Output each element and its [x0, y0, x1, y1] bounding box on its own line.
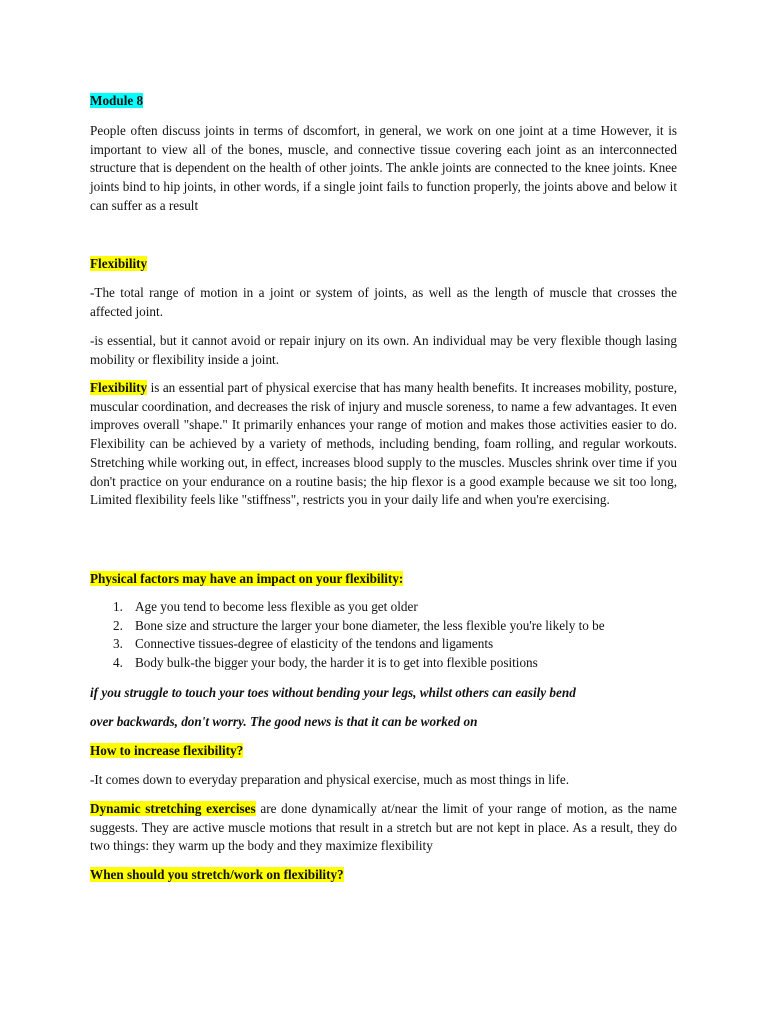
- factors-heading: Physical factors may have an impact on your flexibility:: [90, 571, 404, 586]
- dynamic-term: Dynamic stretching exercises: [90, 801, 256, 816]
- intro-paragraph: People often discuss joints in terms of dscomfort, in general, we work on one joint at a time However, it is important to view all of the bones, muscle, and connective tissue covering each joint as an interconnected structure that is dependent on the health of other joints. The ankle joints are connected to the knee joints. Knee joints bind to hip joints, in other words, if a single joint fails to function properly, the joints above and below it can suffer as a result: [90, 123, 677, 213]
- list-item: 4. Body bulk-the bigger your body, the harder it is to get into flexible positions: [113, 655, 538, 671]
- italic-line-2: over backwards, don't worry. The good news is that it can be worked on: [90, 714, 478, 729]
- dynamic-paragraph: Dynamic stretching exercises are done dynamically at/near the limit of your range of motion, as the name suggests. They are active muscle motions that result in a stretch but are not kept in place. As a result, they do two things: they warm up the body and they maximize flexibility: [90, 801, 678, 854]
- increase-line: -It comes down to everyday preparation and physical exercise, much as most things in life.: [90, 772, 570, 787]
- italic-line-1: if you struggle to touch your toes without bending your legs, whilst others can easily bend: [90, 685, 576, 700]
- factors-list: [90, 598, 725, 673]
- module-heading: Module 8: [90, 93, 144, 108]
- definition-line-1: -The total range of motion in a joint or system of joints, as well as the length of muscle that crosses the affected joint.: [90, 285, 677, 319]
- list-item: 3. Connective tissues-degree of elasticity of the tendons and ligaments: [113, 636, 494, 652]
- list-item: 1. Age you tend to become less flexible as you get older: [113, 599, 418, 614]
- list-item: 2. Bone size and structure the larger your bone diameter, the less flexible you're likely to be: [113, 617, 605, 633]
- flexibility-paragraph: Flexibility is an essential part of physical exercise that has many health benefits. It increases mobility, posture, muscular coordination, and decreases the risk of injury and muscle soreness, to name a few advantages. It even improves overall "shape." It primarily enhances your range of motion and makes those activities easier to do. Flexibility can be achieved by a variety of methods, including bending, foam rolling, and regular workouts. Stretching while working out, in effect, increases blood supply to the muscles. Muscles shrink over time if you don't practice on your endurance on a routine basis; the hip flexor is a good example because we sit too long, Limited flexibility feels like "stiffness", restricts you in your daily life and when you're exercising.: [90, 380, 677, 508]
- increase-heading: How to increase flexibility?: [90, 743, 244, 758]
- definition-line-2: -is essential, but it cannot avoid or repair injury on its own. An individual may be very flexible though lasing mobility or flexibility inside a joint.: [90, 333, 677, 367]
- flexibility-heading: Flexibility: [90, 256, 148, 271]
- flexibility-term: Flexibility: [90, 380, 148, 395]
- when-heading: When should you stretch/work on flexibility?: [90, 867, 344, 882]
